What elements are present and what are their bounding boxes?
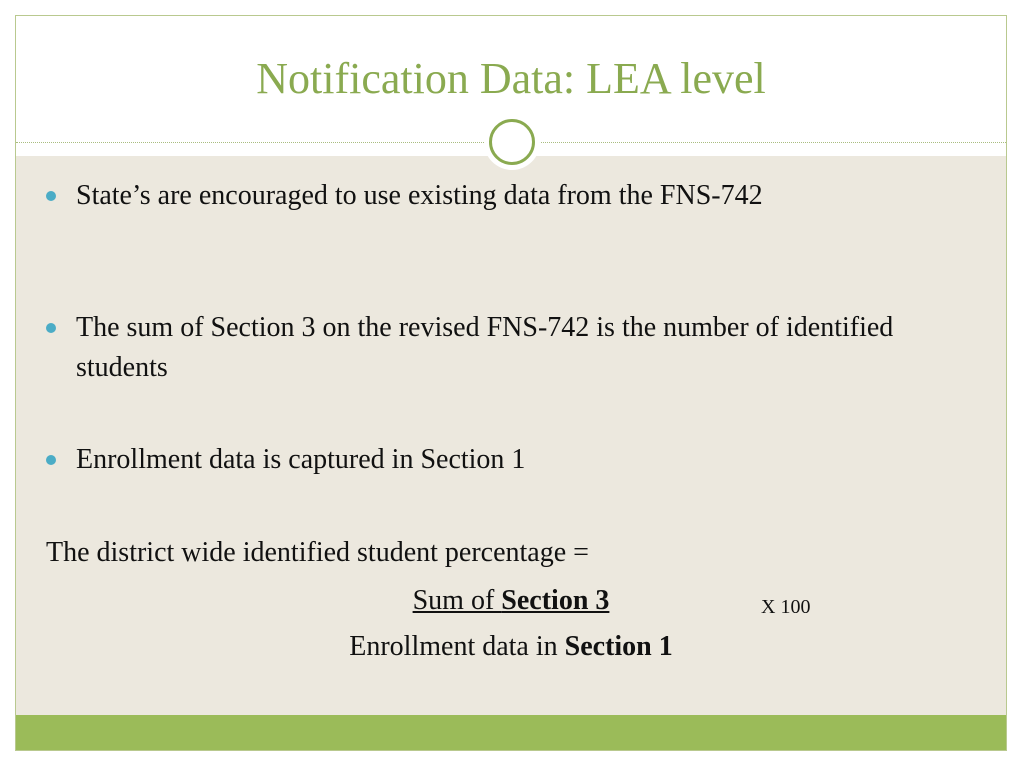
numerator-prefix: Sum of: [412, 585, 502, 616]
formula-intro: The district wide identified student percentage =: [46, 537, 589, 568]
denominator-prefix: Enrollment data in: [349, 631, 565, 662]
formula-numerator: [16, 581, 1006, 621]
bullet-item-3: [46, 440, 976, 480]
bullet-text: The sum of Section 3 on the revised FNS-742 is the number of identified students: [76, 312, 894, 383]
bullet-text: Enrollment data is captured in Section 1: [76, 444, 526, 475]
ornament-ring: [489, 119, 535, 165]
bullet-dot-icon: [46, 191, 56, 201]
bullet-item-1: [46, 176, 976, 216]
slide: [16, 16, 1006, 750]
bottom-band: [16, 715, 1006, 750]
formula-multiplier: X 100: [761, 596, 811, 618]
formula-denominator: [16, 627, 1006, 667]
denominator-section: Section 1: [564, 631, 673, 662]
slide-title: Notification Data: LEA level: [256, 54, 766, 103]
circle-ornament-icon: [484, 114, 540, 170]
bullet-text: State’s are encouraged to use existing data from the FNS-742: [76, 180, 763, 211]
numerator-section: Section 3: [501, 585, 610, 616]
bullet-dot-icon: [46, 455, 56, 465]
bullet-item-2: [46, 308, 976, 388]
bullet-dot-icon: [46, 323, 56, 333]
